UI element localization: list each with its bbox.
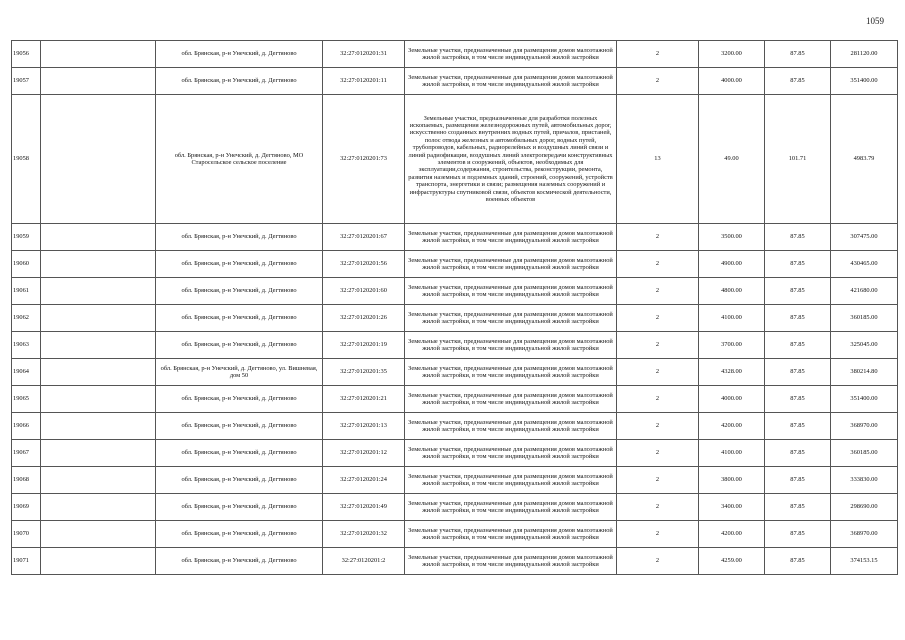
cell-blank — [41, 386, 156, 413]
cell-use-group: 2 — [617, 359, 699, 386]
cell-record-number: 19065 — [12, 386, 41, 413]
cell-area: 3400.00 — [699, 494, 765, 521]
cell-area: 4800.00 — [699, 278, 765, 305]
cell-cadastral-number: 32:27:0120201:12 — [323, 440, 405, 467]
cell-address: обл. Брянская, р-н Унечский, д. Дегтяново — [156, 332, 323, 359]
cell-cadastral-value: 430465.00 — [831, 251, 898, 278]
cell-cadastral-number: 32:27:0120201:26 — [323, 305, 405, 332]
cell-address: обл. Брянская, р-н Унечский, д. Дегтяново — [156, 278, 323, 305]
cell-specific-value: 87.85 — [765, 548, 831, 575]
cell-area: 4259.00 — [699, 548, 765, 575]
cell-use-group: 2 — [617, 251, 699, 278]
cell-cadastral-value: 421680.00 — [831, 278, 898, 305]
cell-permitted-use: Земельные участки, предназначенные для размещения домов малоэтажной жилой застройки, в том числе индивидуальной жилой застройки — [405, 467, 617, 494]
cell-record-number: 19067 — [12, 440, 41, 467]
table-row — [12, 68, 898, 95]
cell-cadastral-value: 351400.00 — [831, 68, 898, 95]
cell-cadastral-value: 360185.00 — [831, 440, 898, 467]
cell-specific-value: 87.85 — [765, 521, 831, 548]
cell-address: обл. Брянская, р-н Унечский, д. Дегтяново — [156, 440, 323, 467]
table-row — [12, 332, 898, 359]
cell-record-number: 19064 — [12, 359, 41, 386]
cell-permitted-use: Земельные участки, предназначенные для размещения домов малоэтажной жилой застройки, в том числе индивидуальной жилой застройки — [405, 494, 617, 521]
cell-permitted-use: Земельные участки, предназначенные для размещения домов малоэтажной жилой застройки, в том числе индивидуальной жилой застройки — [405, 359, 617, 386]
table-row — [12, 41, 898, 68]
cell-use-group: 2 — [617, 332, 699, 359]
cell-use-group: 2 — [617, 278, 699, 305]
cell-cadastral-value: 325045.00 — [831, 332, 898, 359]
cell-area: 4200.00 — [699, 521, 765, 548]
cell-use-group: 13 — [617, 95, 699, 224]
table-row — [12, 278, 898, 305]
cell-blank — [41, 278, 156, 305]
cell-cadastral-value: 351400.00 — [831, 386, 898, 413]
table-row — [12, 305, 898, 332]
cell-address: обл. Брянская, р-н Унечский, д. Дегтяново — [156, 548, 323, 575]
cell-blank — [41, 440, 156, 467]
page-number: 1059 — [866, 16, 884, 26]
cell-permitted-use: Земельные участки, предназначенные для размещения домов малоэтажной жилой застройки, в том числе индивидуальной жилой застройки — [405, 41, 617, 68]
cell-specific-value: 87.85 — [765, 224, 831, 251]
cell-cadastral-value: 368970.00 — [831, 521, 898, 548]
cell-cadastral-value: 4983.79 — [831, 95, 898, 224]
cell-specific-value: 87.85 — [765, 305, 831, 332]
table-row — [12, 521, 898, 548]
cell-record-number: 19070 — [12, 521, 41, 548]
cell-cadastral-number: 32:27:0120201:31 — [323, 41, 405, 68]
cell-record-number: 19058 — [12, 95, 41, 224]
cell-specific-value: 87.85 — [765, 41, 831, 68]
cell-use-group: 2 — [617, 41, 699, 68]
cell-permitted-use: Земельные участки, предназначенные для разработки полезных ископаемых, размещения железнодорожных путей, автомобильных дорог, искусственно созданных внутренних водных путей, причалов, пристаней, полос отвода железных и автомобильных дорог, водных путей, трубопроводов, кабельных, радиорелейных и воздушных линий связи и линий радиофикации, воздушных линий электропередачи конструктивных элементов и сооружений, объектов, необходимых для эксплуатации,содержания, строительства, реконструкции, ремонта, развития наземных и подземных зданий, строений, сооружений, устройств транспорта, энергетики и связи; размещения наземных сооружений и инфраструктуры спутниковой связи, объектов космической деятельности, военных объектов — [405, 95, 617, 224]
cell-cadastral-number: 32:27:0120201:24 — [323, 467, 405, 494]
cell-use-group: 2 — [617, 413, 699, 440]
cell-record-number: 19066 — [12, 413, 41, 440]
table-row — [12, 95, 898, 224]
cell-blank — [41, 413, 156, 440]
cell-specific-value: 87.85 — [765, 386, 831, 413]
cell-cadastral-number: 32:27:0120201:19 — [323, 332, 405, 359]
cell-use-group: 2 — [617, 467, 699, 494]
cadastral-value-table — [11, 40, 898, 575]
cell-address: обл. Брянская, р-н Унечский, д. Дегтяново — [156, 521, 323, 548]
cell-permitted-use: Земельные участки, предназначенные для размещения домов малоэтажной жилой застройки, в том числе индивидуальной жилой застройки — [405, 440, 617, 467]
cell-specific-value: 87.85 — [765, 467, 831, 494]
cell-blank — [41, 305, 156, 332]
cell-cadastral-number: 32:27:0120201:2 — [323, 548, 405, 575]
cell-area: 3500.00 — [699, 224, 765, 251]
cell-cadastral-number: 32:27:0120201:13 — [323, 413, 405, 440]
cell-record-number: 19068 — [12, 467, 41, 494]
cell-specific-value: 87.85 — [765, 494, 831, 521]
cell-record-number: 19057 — [12, 68, 41, 95]
cell-area: 4200.00 — [699, 413, 765, 440]
cell-cadastral-number: 32:27:0120201:56 — [323, 251, 405, 278]
cell-record-number: 19059 — [12, 224, 41, 251]
cell-blank — [41, 359, 156, 386]
cell-use-group: 2 — [617, 548, 699, 575]
table-row — [12, 494, 898, 521]
cell-cadastral-number: 32:27:0120201:67 — [323, 224, 405, 251]
cell-blank — [41, 332, 156, 359]
cell-record-number: 19071 — [12, 548, 41, 575]
cell-area: 3700.00 — [699, 332, 765, 359]
cell-address: обл. Брянская, р-н Унечский, д. Дегтяново — [156, 413, 323, 440]
cell-permitted-use: Земельные участки, предназначенные для размещения домов малоэтажной жилой застройки, в том числе индивидуальной жилой застройки — [405, 386, 617, 413]
cell-record-number: 19060 — [12, 251, 41, 278]
cell-use-group: 2 — [617, 494, 699, 521]
cell-area: 3200.00 — [699, 41, 765, 68]
cell-use-group: 2 — [617, 440, 699, 467]
cell-permitted-use: Земельные участки, предназначенные для размещения домов малоэтажной жилой застройки, в том числе индивидуальной жилой застройки — [405, 332, 617, 359]
table-row — [12, 224, 898, 251]
cell-area: 4328.00 — [699, 359, 765, 386]
cell-record-number: 19061 — [12, 278, 41, 305]
cell-permitted-use: Земельные участки, предназначенные для размещения домов малоэтажной жилой застройки, в том числе индивидуальной жилой застройки — [405, 305, 617, 332]
cell-use-group: 2 — [617, 386, 699, 413]
cell-blank — [41, 548, 156, 575]
cell-blank — [41, 251, 156, 278]
cell-permitted-use: Земельные участки, предназначенные для размещения домов малоэтажной жилой застройки, в том числе индивидуальной жилой застройки — [405, 548, 617, 575]
cell-specific-value: 87.85 — [765, 359, 831, 386]
cell-cadastral-value: 368970.00 — [831, 413, 898, 440]
cell-permitted-use: Земельные участки, предназначенные для размещения домов малоэтажной жилой застройки, в том числе индивидуальной жилой застройки — [405, 278, 617, 305]
cell-cadastral-value: 298690.00 — [831, 494, 898, 521]
cell-address: обл. Брянская, р-н Унечский, д. Дегтяново — [156, 386, 323, 413]
cell-specific-value: 87.85 — [765, 68, 831, 95]
table-row — [12, 251, 898, 278]
table-row — [12, 467, 898, 494]
cell-area: 4000.00 — [699, 386, 765, 413]
cell-use-group: 2 — [617, 521, 699, 548]
table-row — [12, 386, 898, 413]
cell-cadastral-value: 360185.00 — [831, 305, 898, 332]
cell-address: обл. Брянская, р-н Унечский, д. Дегтяново — [156, 494, 323, 521]
cell-specific-value: 87.85 — [765, 413, 831, 440]
cell-address: обл. Брянская, р-н Унечский, д. Дегтяново — [156, 41, 323, 68]
cell-address: обл. Брянская, р-н Унечский, д. Дегтяново — [156, 467, 323, 494]
cell-record-number: 19063 — [12, 332, 41, 359]
table-row — [12, 548, 898, 575]
cell-cadastral-value: 380214.80 — [831, 359, 898, 386]
cell-cadastral-number: 32:27:0120201:11 — [323, 68, 405, 95]
cell-cadastral-number: 32:27:0120201:73 — [323, 95, 405, 224]
cell-cadastral-number: 32:27:0120201:49 — [323, 494, 405, 521]
cell-cadastral-number: 32:27:0120201:60 — [323, 278, 405, 305]
cell-area: 4900.00 — [699, 251, 765, 278]
cell-permitted-use: Земельные участки, предназначенные для размещения домов малоэтажной жилой застройки, в том числе индивидуальной жилой застройки — [405, 224, 617, 251]
cell-address: обл. Брянская, р-н Унечский, д. Дегтяново — [156, 224, 323, 251]
cell-blank — [41, 521, 156, 548]
table-row — [12, 413, 898, 440]
cell-record-number: 19056 — [12, 41, 41, 68]
cell-permitted-use: Земельные участки, предназначенные для размещения домов малоэтажной жилой застройки, в том числе индивидуальной жилой застройки — [405, 68, 617, 95]
cell-area: 49.00 — [699, 95, 765, 224]
cell-cadastral-value: 307475.00 — [831, 224, 898, 251]
cell-specific-value: 87.85 — [765, 251, 831, 278]
cell-specific-value: 101.71 — [765, 95, 831, 224]
cell-use-group: 2 — [617, 68, 699, 95]
cell-cadastral-number: 32:27:0120201:35 — [323, 359, 405, 386]
cell-specific-value: 87.85 — [765, 332, 831, 359]
cell-area: 4100.00 — [699, 440, 765, 467]
cell-permitted-use: Земельные участки, предназначенные для размещения домов малоэтажной жилой застройки, в том числе индивидуальной жилой застройки — [405, 251, 617, 278]
cell-specific-value: 87.85 — [765, 440, 831, 467]
cell-address: обл. Брянская, р-н Унечский, д. Дегтяново, ул. Вишневая, дом 50 — [156, 359, 323, 386]
cell-blank — [41, 95, 156, 224]
cell-address: обл. Брянская, р-н Унечский, д. Дегтяново, МО Старосельское сельское поселение — [156, 95, 323, 224]
cell-blank — [41, 467, 156, 494]
cell-cadastral-number: 32:27:0120201:21 — [323, 386, 405, 413]
cell-area: 4000.00 — [699, 68, 765, 95]
cell-address: обл. Брянская, р-н Унечский, д. Дегтяново — [156, 68, 323, 95]
cell-cadastral-value: 281120.00 — [831, 41, 898, 68]
cell-record-number: 19062 — [12, 305, 41, 332]
cell-permitted-use: Земельные участки, предназначенные для размещения домов малоэтажной жилой застройки, в том числе индивидуальной жилой застройки — [405, 521, 617, 548]
cell-blank — [41, 494, 156, 521]
cell-blank — [41, 41, 156, 68]
cell-area: 3800.00 — [699, 467, 765, 494]
cell-specific-value: 87.85 — [765, 278, 831, 305]
cell-blank — [41, 224, 156, 251]
cell-record-number: 19069 — [12, 494, 41, 521]
cell-use-group: 2 — [617, 305, 699, 332]
cell-cadastral-value: 374153.15 — [831, 548, 898, 575]
table-body — [12, 41, 898, 575]
table-row — [12, 440, 898, 467]
cell-address: обл. Брянская, р-н Унечский, д. Дегтяново — [156, 251, 323, 278]
cell-cadastral-number: 32:27:0120201:32 — [323, 521, 405, 548]
cell-cadastral-value: 333830.00 — [831, 467, 898, 494]
cell-permitted-use: Земельные участки, предназначенные для размещения домов малоэтажной жилой застройки, в том числе индивидуальной жилой застройки — [405, 413, 617, 440]
cell-blank — [41, 68, 156, 95]
cell-area: 4100.00 — [699, 305, 765, 332]
cell-use-group: 2 — [617, 224, 699, 251]
cell-address: обл. Брянская, р-н Унечский, д. Дегтяново — [156, 305, 323, 332]
table-row — [12, 359, 898, 386]
